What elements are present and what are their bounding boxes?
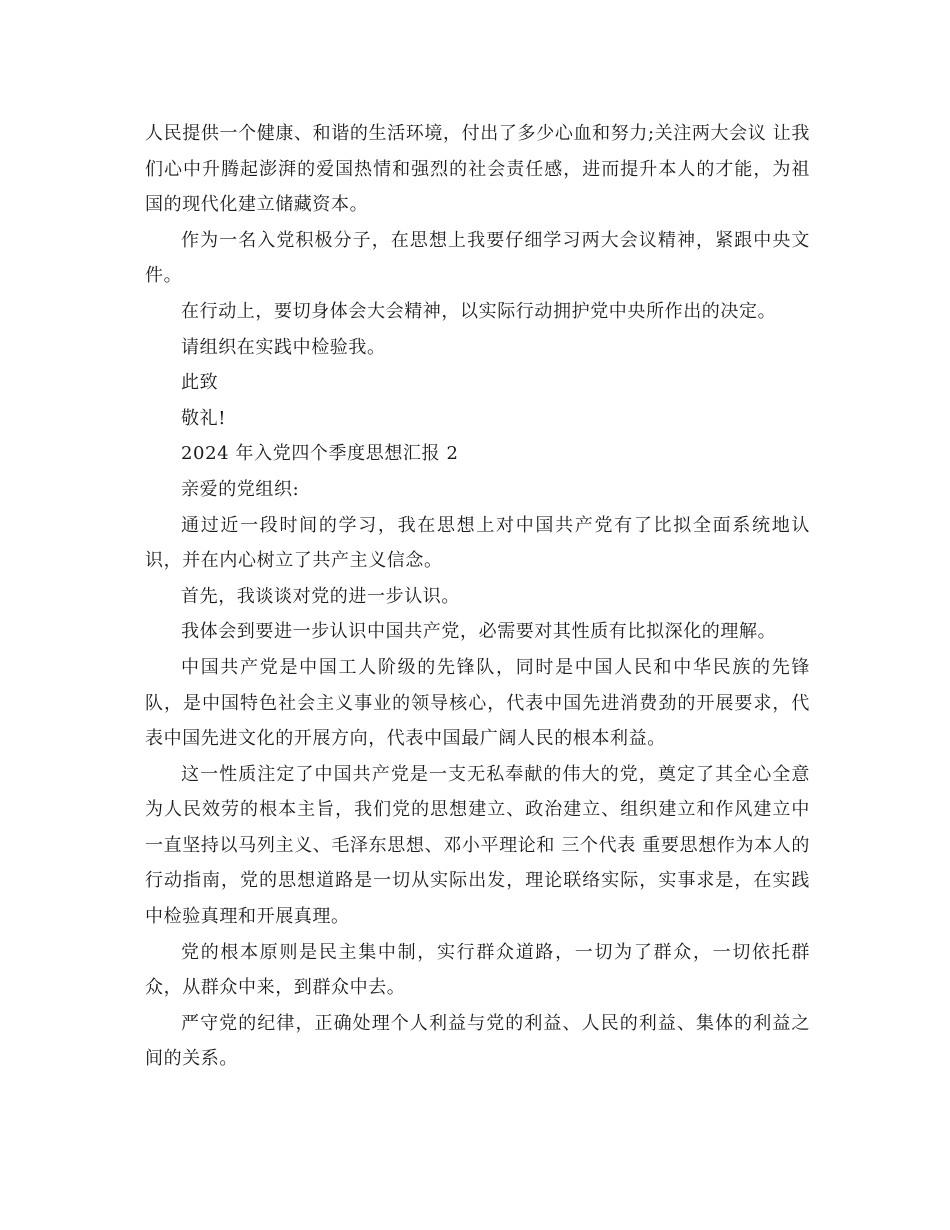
- paragraph: 在行动上，要切身体会大会精神，以实际行动拥护党中央所作出的决定。: [181, 300, 777, 322]
- paragraph: 首先，我谈谈对党的进一步认识。: [181, 585, 460, 607]
- salutation: 敬礼!: [181, 407, 227, 429]
- paragraph: 这一性质注定了中国共产党是一支无私奉献的伟大的党，奠定了其全心全意为人民效劳的根本主旨，我们党的思想建立、政治建立、组织建立和作风建立中一直坚持以马列主义、毛泽东思想、邓小平理论和 三个代表 重要思想作为本人的行动指南，党的思想道路是一切从实际出发，理论联络实际，实事求是，在实践中检验真理和开展真理。: [145, 763, 810, 928]
- greeting: 亲爱的党组织:: [181, 478, 300, 500]
- paragraph: 请组织在实践中检验我。: [181, 336, 386, 358]
- paragraph: 中国共产党是中国工人阶级的先锋队，同时是中国人民和中华民族的先锋队，是中国特色社会主义事业的领导核心，代表中国先进消费劲的开展要求，代表中国先进文化的开展方向，代表中国最广阔人民的根本利益。: [145, 656, 810, 750]
- paragraph: 通过近一段时间的学习，我在思想上对中国共产党有了比拟全面系统地认识，并在内心树立了共产主义信念。: [145, 514, 810, 572]
- closing-phrase: 此致: [181, 372, 219, 394]
- paragraph: 党的根本原则是民主集中制，实行群众道路，一切为了群众，一切依托群众，从群众中来，到群众中去。: [145, 941, 810, 999]
- section-heading: 2024 年入党四个季度思想汇报 2: [181, 443, 459, 465]
- document-body: [145, 116, 810, 1077]
- paragraph: 人民提供一个健康、和谐的生活环境，付出了多少心血和努力;关注两大会议 让我们心中升腾起澎湃的爱国热情和强烈的社会责任感，进而提升本人的才能，为祖国的现代化建立储藏资本。: [145, 123, 810, 216]
- paragraph: 严守党的纪律，正确处理个人利益与党的利益、人民的利益、集体的利益之间的关系。: [145, 1012, 810, 1070]
- paragraph: 作为一名入党积极分子，在思想上我要仔细学习两大会议精神，紧跟中央文件。: [145, 229, 810, 287]
- paragraph: 我体会到要进一步认识中国共产党，必需要对其性质有比拟深化的理解。: [181, 621, 777, 643]
